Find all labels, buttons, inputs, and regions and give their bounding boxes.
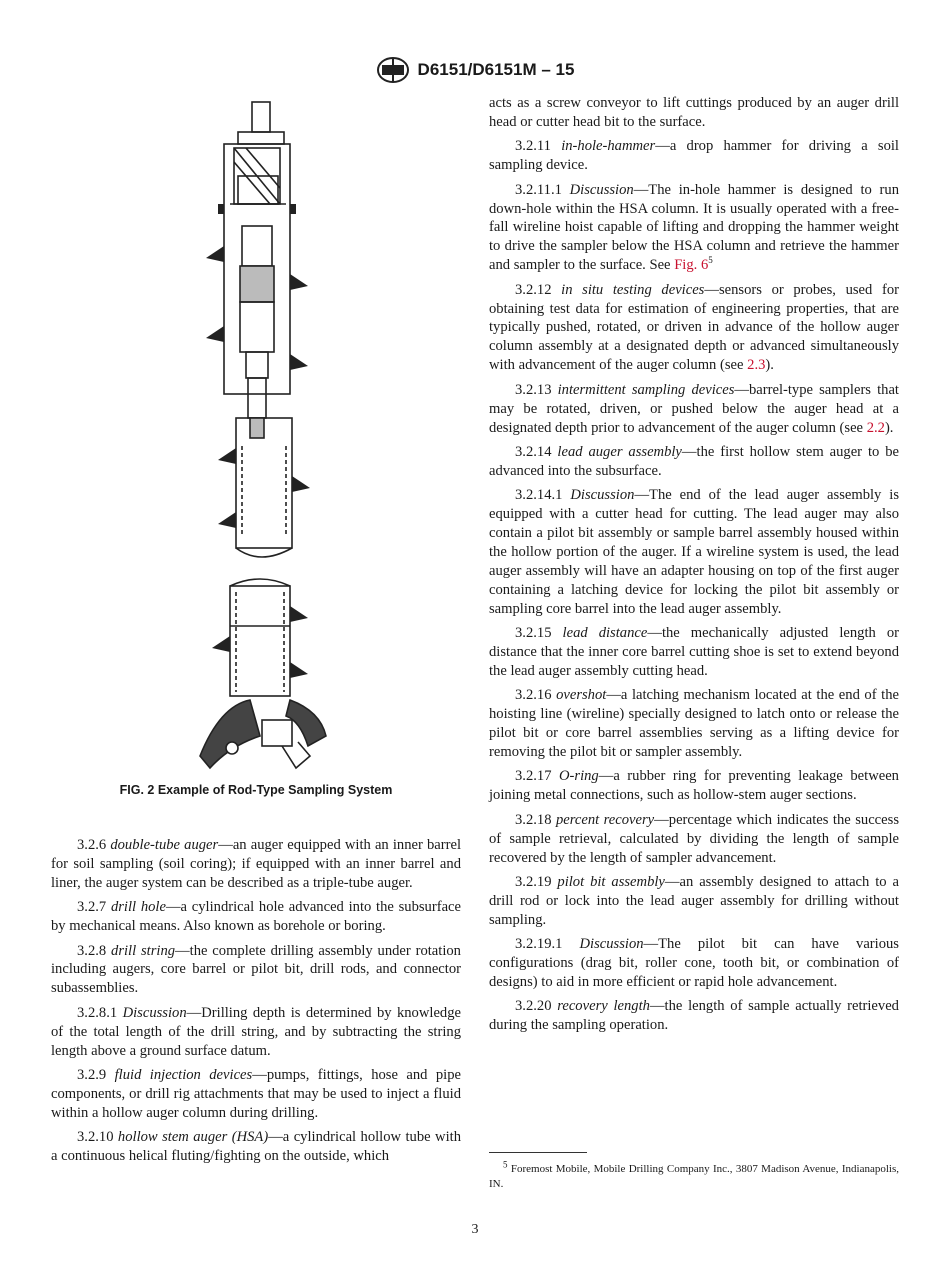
definition-paragraph <box>51 1004 461 1061</box>
section-number: 3.2.9 <box>77 1066 107 1083</box>
definition-paragraph <box>51 898 461 936</box>
definition-text: —a latching mechanism located at the end of the hoisting line (wireline) specially designed to latch onto or release the pilot bit or core barrel assemblies serving as a lifting device for removing the pilot bit or sampler assembly. <box>489 687 899 760</box>
defined-term: drill hole <box>110 899 166 916</box>
document-designation: D6151/D6151M – 15 <box>417 60 575 79</box>
definition-paragraph <box>489 811 899 868</box>
section-number: 3.2.11.1 <box>515 181 562 198</box>
definition-text: —Drilling depth is determined by knowledge of the total length of the drill string, and by subtracting the string length above a ground surface datum. <box>51 1004 461 1059</box>
defined-term: double-tube auger <box>110 837 219 853</box>
section-number: 3.2.10 <box>77 1129 114 1146</box>
section-number: 3.2.6 <box>77 837 107 853</box>
definition-paragraph <box>489 281 899 376</box>
defined-term: Discussion <box>569 181 634 198</box>
definition-paragraph <box>489 381 899 438</box>
section-number: 3.2.18 <box>515 811 552 828</box>
footnote-text: Foremost Mobile, Mobile Drilling Company Inc., 3807 Madison Avenue, Indianapolis, IN. <box>489 1163 900 1190</box>
section-number: 3.2.20 <box>515 998 552 1015</box>
definition-text: —The end of the lead auger assembly is equipped with a cutter head for cutting. The lead auger may also contain a pilot bit assembly or sample barrel assembly housed within the hollow portion of the auger. If a wireline system is used, the lead auger assembly will have an adapter housing on top of the first auger containing a latching device for locking the pilot bit assembly or sampling core barrel into the lead auger assembly. <box>489 487 900 617</box>
defined-term: in-hole-hammer <box>561 138 656 155</box>
defined-term: O-ring <box>558 768 599 785</box>
definition-text: —the complete drilling assembly under rotation including augers, core barrel or pilot bit, drill rods, and connector subassemblies. <box>51 942 461 997</box>
page-number: 3 <box>471 1222 479 1237</box>
rod-type-sampling-system-figure <box>190 96 350 776</box>
definition-paragraph <box>489 137 899 175</box>
definition-text: —a drop hammer for driving a soil sampling device. <box>489 138 899 174</box>
figure-caption: FIG. 2 Example of Rod-Type Sampling System <box>119 783 393 797</box>
definition-text: —the first hollow stem auger to be advanced into the subsurface. <box>489 443 899 479</box>
defined-term: hollow stem auger (HSA) <box>117 1129 269 1146</box>
definition-paragraph <box>489 624 899 681</box>
definition-text-end: ). <box>884 419 894 436</box>
section-number: 3.2.15 <box>515 625 552 642</box>
section-number: 3.2.19 <box>515 873 552 890</box>
defined-term: overshot <box>556 687 607 704</box>
definition-paragraph <box>489 443 899 481</box>
definition-paragraph <box>51 942 461 999</box>
definition-paragraph <box>489 181 899 276</box>
section-number: 3.2.8 <box>77 942 107 959</box>
footnote-mark: 5 <box>503 1159 508 1170</box>
definition-paragraph <box>489 997 899 1035</box>
section-number: 3.2.19.1 <box>515 936 563 953</box>
section-number: 3.2.7 <box>77 899 107 916</box>
defined-term: pilot bit assembly <box>557 873 665 890</box>
defined-term: Discussion <box>579 936 644 953</box>
defined-term: in situ testing devices <box>561 281 705 298</box>
definition-text: —an assembly designed to attach to a drill rod or lock into the lead auger assembly for drilling without sampling. <box>489 873 899 928</box>
definition-paragraph <box>51 836 461 893</box>
definition-text: —a rubber ring for preventing leakage between joining metal connections, such as hollow-stem auger sections. <box>489 768 899 804</box>
definition-text: —a cylindrical hole advanced into the subsurface by mechanical means. Also known as borehole or boring. <box>51 899 461 935</box>
section-number: 3.2.14.1 <box>515 487 563 504</box>
definition-text: —barrel-type samplers that may be rotated, driven, or pushed below the auger head at a designated depth prior to advancement of the auger column (see <box>489 381 899 436</box>
definition-text: —sensors or probes, used for obtaining test data for estimation of engineering properties, that are typically pushed, rotated, or driven in advance of the hollow auger column assembly at a designated depth or advanced simultaneously with advancement of the auger column (see <box>489 281 899 374</box>
page-header <box>0 56 950 84</box>
section-number: 3.2.17 <box>515 768 552 785</box>
defined-term: lead distance <box>562 625 648 642</box>
definition-text: —The pilot bit can have various configurations (drag bit, roller cone, tooth bit, or combination of designs) to aid in more efficient or rapid hole advancement. <box>489 936 899 990</box>
definition-paragraph <box>489 486 899 618</box>
definition-text: —an auger equipped with an inner barrel for soil sampling (soil coring); if equipped with an inner barrel and liner, the auger system can be described as a triple-tube auger. <box>51 837 461 891</box>
definition-text: —The in-hole hammer is designed to run down-hole within the HSA column. It is usually operated with a free-fall wireline hoist capable of lifting and dropping the hammer weight to drive the sampler below the HSA column and retrieve the hammer and sampler to the surface. See <box>489 181 899 274</box>
right-column <box>489 94 899 1041</box>
definition-paragraph <box>489 686 899 762</box>
definition-text: —the mechanically adjusted length or distance that the inner core barrel cutting shoe is set to extend beyond the lead auger assembly cutting head. <box>489 625 899 679</box>
definition-text: —the length of sample actually retrieved during the sampling operation. <box>489 998 899 1034</box>
definition-text: —percentage which indicates the success of sample retrieval, calculated by dividing the length of sample recovered by the length of sampler advancement. <box>489 811 899 866</box>
footnote <box>489 1159 900 1192</box>
figure-link[interactable]: Fig. 6 <box>674 257 709 274</box>
defined-term: drill string <box>111 942 176 959</box>
definition-paragraph <box>489 873 899 930</box>
section-number: 3.2.13 <box>515 381 552 398</box>
left-column <box>51 836 461 1172</box>
section-number: 3.2.14 <box>515 443 552 460</box>
definition-paragraph <box>489 767 899 805</box>
definition-paragraph <box>489 935 899 992</box>
definition-paragraph <box>51 1128 461 1166</box>
defined-term: lead auger assembly <box>557 443 682 460</box>
continued-text: acts as a screw conveyor to lift cuttings produced by an auger drill head or cutter head bit to the surface. <box>489 95 899 130</box>
footnote-ref[interactable]: 5 <box>708 255 713 266</box>
defined-term: intermittent sampling devices <box>557 381 735 398</box>
definition-text-end: ). <box>765 357 774 374</box>
section-number: 3.2.8.1 <box>77 1004 118 1021</box>
defined-term: percent recovery <box>555 811 655 828</box>
astm-logo-icon <box>376 56 410 84</box>
definition-paragraph <box>51 1066 461 1123</box>
section-link[interactable]: 2.2 <box>866 419 885 436</box>
section-link[interactable]: 2.3 <box>747 357 766 374</box>
definition-text: —a cylindrical hollow tube with a continuous helical fluting/fighting on the outside, which <box>51 1129 461 1165</box>
defined-term: Discussion <box>122 1004 187 1021</box>
footnote-rule <box>489 1152 587 1153</box>
definition-text: —pumps, fittings, hose and pipe components, or drill rig attachments that may be used to inject a fluid within a hollow auger column during drilling. <box>51 1066 461 1121</box>
section-number: 3.2.12 <box>515 281 552 298</box>
section-number: 3.2.11 <box>515 138 551 155</box>
defined-term: Discussion <box>570 487 635 504</box>
defined-term: recovery length <box>557 998 650 1015</box>
section-number: 3.2.16 <box>515 687 552 704</box>
defined-term: fluid injection devices <box>114 1066 253 1083</box>
